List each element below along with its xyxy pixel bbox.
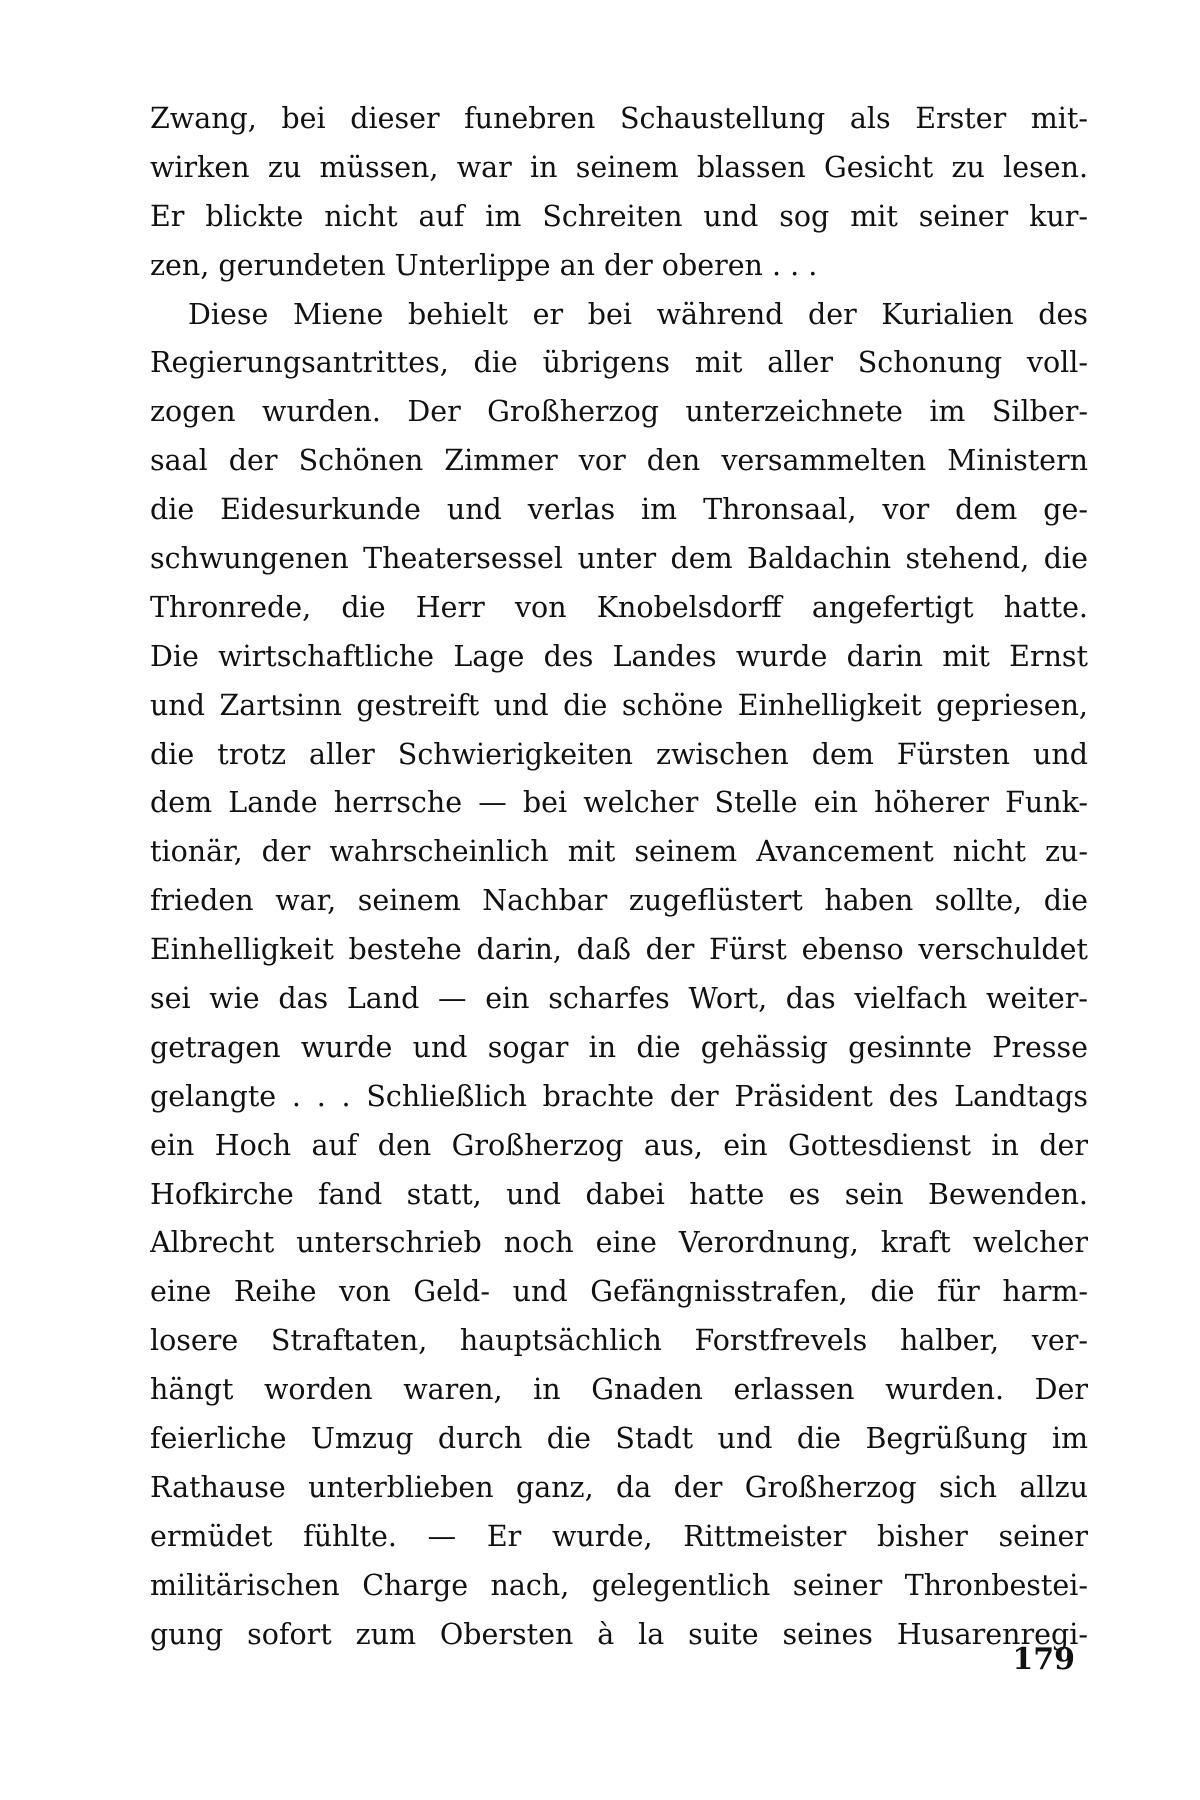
text-line: gung sofort zum Obersten à la suite seines Husarenregi- — [150, 1617, 1088, 1651]
text-line: Regierungsantrittes, die übrigens mit aller Schonung voll- — [150, 346, 1088, 380]
text-line: Einhelligkeit bestehe darin, daß der Fürst ebenso verschuldet — [150, 933, 1088, 967]
text-line: feierliche Umzug durch die Stadt und die Begrüßung im — [150, 1422, 1088, 1456]
text-line: frieden war, seinem Nachbar zugeflüstert haben sollte, die — [150, 884, 1088, 918]
text-line: gelangte . . . Schließlich brachte der Präsident des Landtags — [150, 1079, 1088, 1113]
paragraph — [150, 291, 1088, 1660]
text-line: Die wirtschaftliche Lage des Landes wurde darin mit Ernst — [150, 639, 1088, 673]
text-line: tionär, der wahrscheinlich mit seinem Avancement nicht zu- — [150, 835, 1088, 869]
text-line: Zwang, bei dieser funebren Schaustellung als Erster mit- — [150, 102, 1088, 135]
text-line: Thronrede, die Herr von Knobelsdorff angefertigt hatte. — [150, 590, 1088, 624]
text-line: Albrecht unterschrieb noch eine Verordnung, kraft welcher — [150, 1226, 1088, 1260]
text-line: die Eidesurkunde und verlas im Thronsaal, vor dem ge- — [150, 493, 1088, 527]
text-line: Rathause unterblieben ganz, da der Großherzog sich allzu — [150, 1470, 1088, 1504]
text-line: getragen wurde und sogar in die gehässig gesinnte Presse — [150, 1030, 1088, 1064]
text-line: eine Reihe von Geld- und Gefängnisstrafen, die für harm- — [150, 1275, 1088, 1309]
text-line: wirken zu müssen, war in seinem blassen Gesicht zu lesen. — [150, 150, 1088, 184]
text-line: sei wie das Land — ein scharfes Wort, das vielfach weiter- — [150, 982, 1088, 1016]
body-text — [150, 95, 1088, 1660]
text-line: Er blickte nicht auf im Schreiten und sog mit seiner kur- — [150, 199, 1088, 233]
text-line: die trotz aller Schwierigkeiten zwischen dem Fürsten und — [150, 737, 1088, 771]
text-line: zogen wurden. Der Großherzog unterzeichnete im Silber- — [150, 395, 1088, 429]
text-line: dem Lande herrsche — bei welcher Stelle ein höherer Funk- — [150, 786, 1088, 820]
text-line: ermüdet fühlte. — Er wurde, Rittmeister bisher seiner — [150, 1519, 1088, 1553]
text-line: losere Straftaten, hauptsächlich Forstfrevels halber, ver- — [150, 1324, 1088, 1358]
text-line: Diese Miene behielt er bei während der Kurialien des — [188, 297, 1088, 331]
text-line: hängt worden waren, in Gnaden erlassen wurden. Der — [150, 1373, 1088, 1407]
text-line: und Zartsinn gestreift und die schöne Einhelligkeit gepriesen, — [150, 688, 1088, 722]
text-line: saal der Schönen Zimmer vor den versammelten Ministern — [150, 444, 1088, 478]
text-line: ein Hoch auf den Großherzog aus, ein Gottesdienst in der — [150, 1128, 1088, 1162]
text-line: militärischen Charge nach, gelegentlich seiner Thronbestei- — [150, 1568, 1088, 1602]
paragraph — [150, 95, 1088, 291]
text-line: schwungenen Theatersessel unter dem Baldachin stehend, die — [150, 542, 1088, 576]
text-line: zen, gerundeten Unterlippe an der oberen . . . — [150, 248, 818, 282]
page-number: 179 — [1012, 1642, 1075, 1677]
text-line: Hofkirche fand statt, und dabei hatte es sein Bewenden. — [150, 1177, 1088, 1211]
